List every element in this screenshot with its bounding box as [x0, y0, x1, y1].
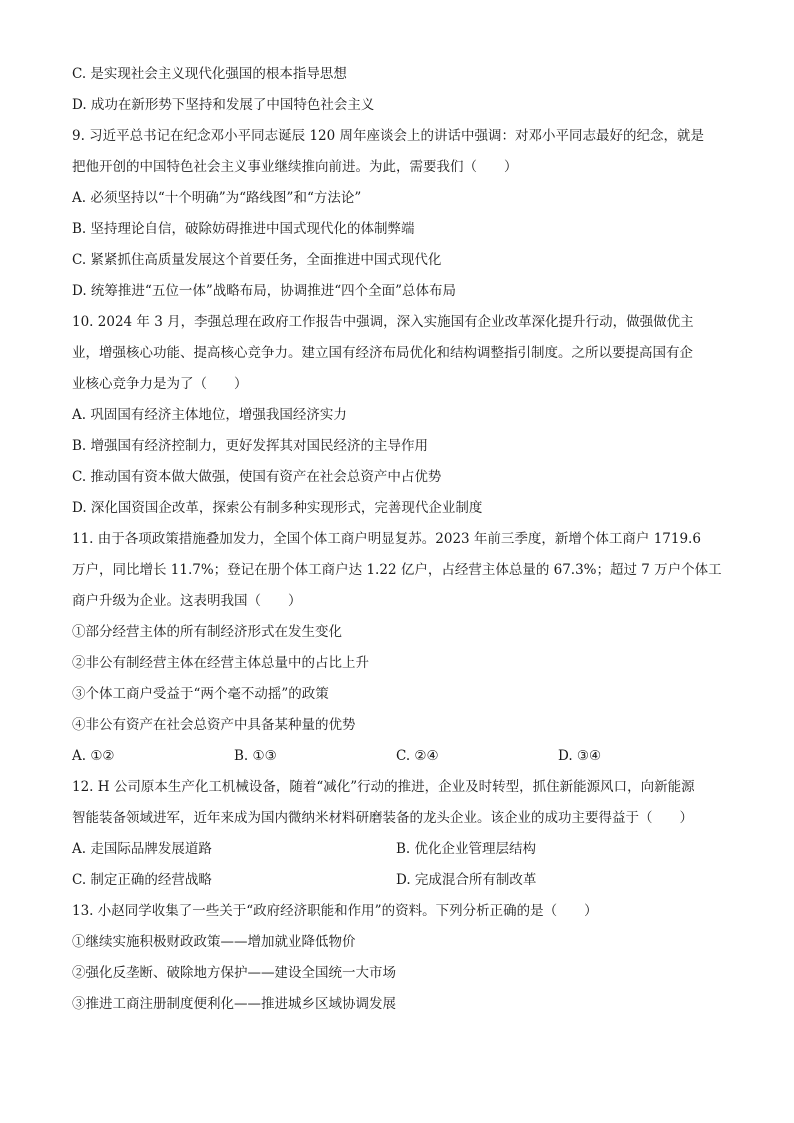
q8-option-c: C. 是实现社会主义现代化强国的根本指导思想: [72, 66, 347, 82]
q12-option-b: B. 优化企业管理层结构: [396, 841, 537, 857]
q10-stem-line-3: 业核心竞争力是为了（ ）: [72, 376, 248, 392]
q11-statement-2: ②非公有制经营主体在经营主体总量中的占比上升: [72, 655, 369, 671]
q11-option-a: A. ①②: [72, 748, 115, 764]
q13-statement-3: ③推进工商注册制度便利化——推进城乡区域协调发展: [72, 996, 396, 1012]
q11-option-d: D. ③④: [558, 748, 602, 764]
q12-option-a: A. 走国际品牌发展道路: [72, 841, 212, 857]
q11-statement-4: ④非公有资产在社会总资产中具备某种量的优势: [72, 717, 356, 733]
q10-option-b: B. 增强国有经济控制力，更好发挥其对国民经济的主导作用: [72, 438, 429, 454]
q11-option-b: B. ①③: [234, 748, 277, 764]
q12-option-d: D. 完成混合所有制改革: [396, 872, 537, 888]
q13-statement-2: ②强化反垄断、破除地方保护——建设全国统一大市场: [72, 965, 396, 981]
q9-stem-line-2: 把他开创的中国特色社会主义事业继续推向前进。为此，需要我们（ ）: [72, 159, 518, 175]
q9-stem-line-1: 9. 习近平总书记在纪念邓小平同志诞辰 120 周年座谈会上的讲话中强调：对邓小平同志最好的纪念，就是: [72, 128, 705, 144]
q9-option-d: D. 统筹推进“五位一体”战略布局，协调推进“四个全面”总体布局: [72, 283, 457, 299]
q10-stem-line-2: 业，增强核心功能、提高核心竞争力。建立国有经济布局优化和结构调整指引制度。之所以要提高国有企: [72, 345, 693, 361]
q10-option-a: A. 巩固国有经济主体地位，增强我国经济实力: [72, 407, 347, 423]
q11-stem-line-3: 商户升级为企业。这表明我国（ ）: [72, 593, 302, 609]
q9-option-b: B. 坚持理论自信，破除妨碍推进中国式现代化的体制弊端: [72, 221, 415, 237]
q12-option-c: C. 制定正确的经营战略: [72, 872, 212, 888]
q12-stem-line-1: 12. H 公司原本生产化工机械设备，随着“减化”行动的推进，企业及时转型，抓住新能源风口，向新能源: [72, 779, 695, 795]
q11-statement-1: ①部分经营主体的所有制经济形式在发生变化: [72, 624, 342, 640]
q9-option-a: A. 必须坚持以“十个明确”为“路线图”和“方法论”: [72, 190, 362, 206]
q11-stem-line-1: 11. 由于各项政策措施叠加发力，全国个体工商户明显复苏。2023 年前三季度，新增个体工商户 1719.6: [72, 531, 701, 547]
q11-stem-line-2: 万户，同比增长 11.7%；登记在册个体工商户达 1.22 亿户，占经营主体总量的 67.3%；超过 7 万户个体工: [72, 562, 722, 578]
q13-stem-line-1: 13. 小赵同学收集了一些关于“政府经济职能和作用”的资料。下列分析正确的是（ ）: [72, 903, 598, 919]
q10-stem-line-1: 10. 2024 年 3 月，李强总理在政府工作报告中强调，深入实施国有企业改革深化提升行动，做强做优主: [72, 314, 694, 330]
q11-option-c: C. ②④: [396, 748, 439, 764]
q13-statement-1: ①继续实施积极财政政策——增加就业降低物价: [72, 934, 356, 950]
q10-option-c: C. 推动国有资本做大做强，使国有资产在社会总资产中占优势: [72, 469, 442, 485]
q10-option-d: D. 深化国资国企改革，探索公有制多种实现形式，完善现代企业制度: [72, 500, 483, 516]
q12-stem-line-2: 智能装备领域进军，近年来成为国内微纳米材料研磨装备的龙头企业。该企业的成功主要得益于（ ）: [72, 810, 693, 826]
q11-statement-3: ③个体工商户受益于“两个毫不动摇”的政策: [72, 686, 329, 702]
q8-option-d: D. 成功在新形势下坚持和发展了中国特色社会主义: [72, 97, 375, 113]
q9-option-c: C. 紧紧抓住高质量发展这个首要任务，全面推进中国式现代化: [72, 252, 442, 268]
